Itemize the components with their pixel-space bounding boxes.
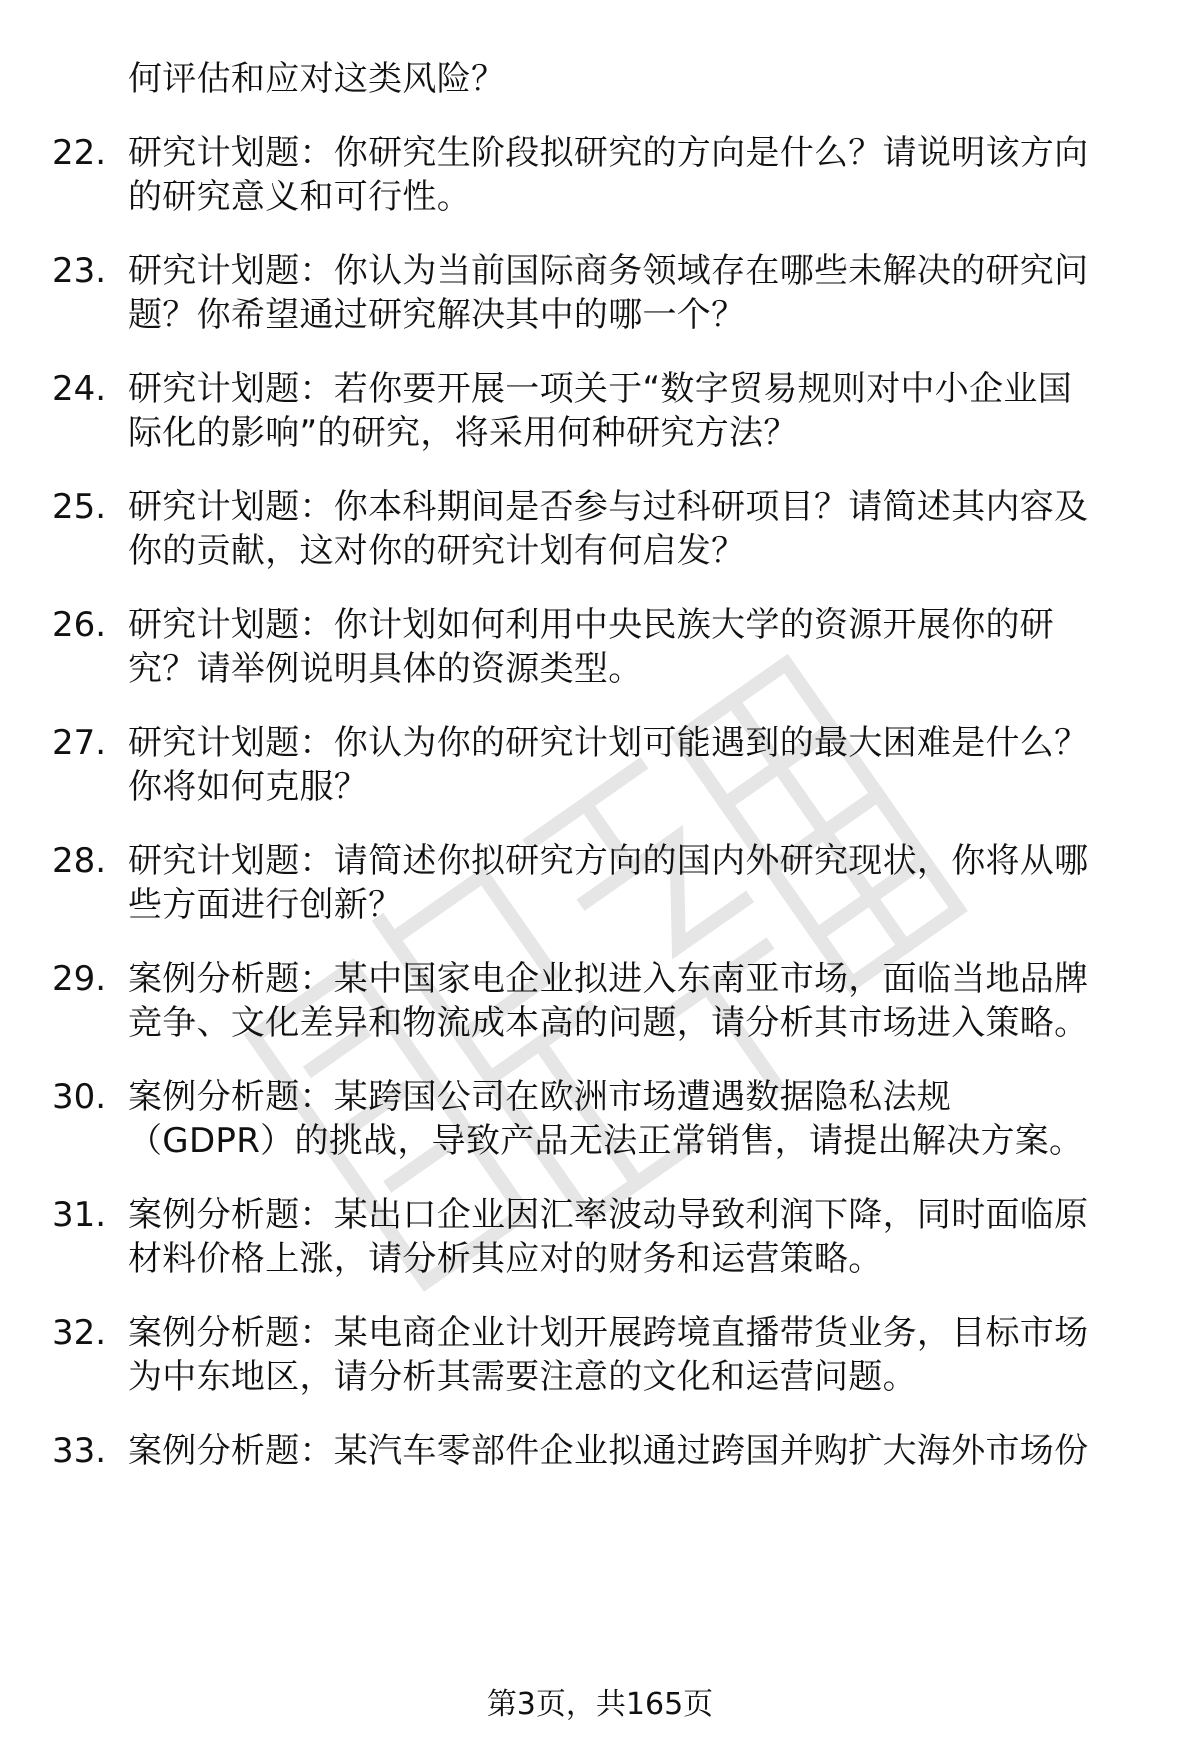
question-number: 32. — [52, 1313, 107, 1353]
question-text-line: 研究计划题：你计划如何利用中央民族大学的资源开展你的研 — [128, 605, 1055, 645]
question-number: 24. — [52, 369, 107, 409]
question-number: 23. — [52, 251, 107, 291]
question-text-line: 你的贡献，这对你的研究计划有何启发？ — [128, 531, 746, 571]
question-text-line: 案例分析题：某跨国公司在欧洲市场遭遇数据隐私法规 — [128, 1077, 952, 1117]
question-number: 28. — [52, 841, 107, 881]
question-text-line: 研究计划题：你认为当前国际商务领域存在哪些未解决的研究问 — [128, 251, 1089, 291]
question-text-line: 研究计划题：请简述你拟研究方向的国内外研究现状，你将从哪 — [128, 841, 1089, 881]
question-number: 27. — [52, 723, 107, 763]
question-text-line: 研究计划题：你本科期间是否参与过科研项目？请简述其内容及 — [128, 487, 1089, 527]
question-text-line: 研究计划题：若你要开展一项关于“数字贸易规则对中小企业国 — [128, 369, 1073, 409]
question-number: 25. — [52, 487, 107, 527]
question-text-line: 为中东地区，请分析其需要注意的文化和运营问题。 — [128, 1357, 917, 1397]
question-text-line: 材料价格上涨，请分析其应对的财务和运营策略。 — [128, 1239, 883, 1279]
question-number: 30. — [52, 1077, 107, 1117]
question-text-line: （GDPR）的挑战，导致产品无法正常销售，请提出解决方案。 — [128, 1121, 1084, 1161]
question-text-line: 你将如何克服？ — [128, 767, 369, 807]
question-text-line: 研究计划题：你研究生阶段拟研究的方向是什么？请说明该方向 — [128, 133, 1089, 173]
question-text-line: 究？请举例说明具体的资源类型。 — [128, 649, 643, 689]
question-text-line: 竞争、文化差异和物流成本高的问题，请分析其市场进入策略。 — [128, 1003, 1089, 1043]
question-text-line: 题？你希望通过研究解决其中的哪一个？ — [128, 295, 746, 335]
question-number: 26. — [52, 605, 107, 645]
question-text-line: 研究计划题：你认为你的研究计划可能遇到的最大困难是什么？ — [128, 723, 1089, 763]
question-number: 33. — [52, 1431, 107, 1471]
question-text-line: 案例分析题：某电商企业计划开展跨境直播带货业务，目标市场 — [128, 1313, 1089, 1353]
continuation-text: 何评估和应对这类风险？ — [128, 59, 506, 99]
question-text-line: 案例分析题：某汽车零部件企业拟通过跨国并购扩大海外市场份 — [128, 1431, 1089, 1471]
question-number: 31. — [52, 1195, 107, 1235]
question-text-line: 案例分析题：某中国家电企业拟进入东南亚市场，面临当地品牌 — [128, 959, 1089, 999]
page-footer: 第3页，共165页 — [486, 1687, 714, 1722]
question-text-line: 的研究意义和可行性。 — [128, 177, 471, 217]
question-text-line: 际化的影响”的研究，将采用何种研究方法？ — [128, 413, 798, 453]
question-text-line: 些方面进行创新？ — [128, 885, 403, 925]
question-number: 22. — [52, 133, 107, 173]
question-text-line: 案例分析题：某出口企业因汇率波动导致利润下降，同时面临原 — [128, 1195, 1089, 1235]
question-number: 29. — [52, 959, 107, 999]
